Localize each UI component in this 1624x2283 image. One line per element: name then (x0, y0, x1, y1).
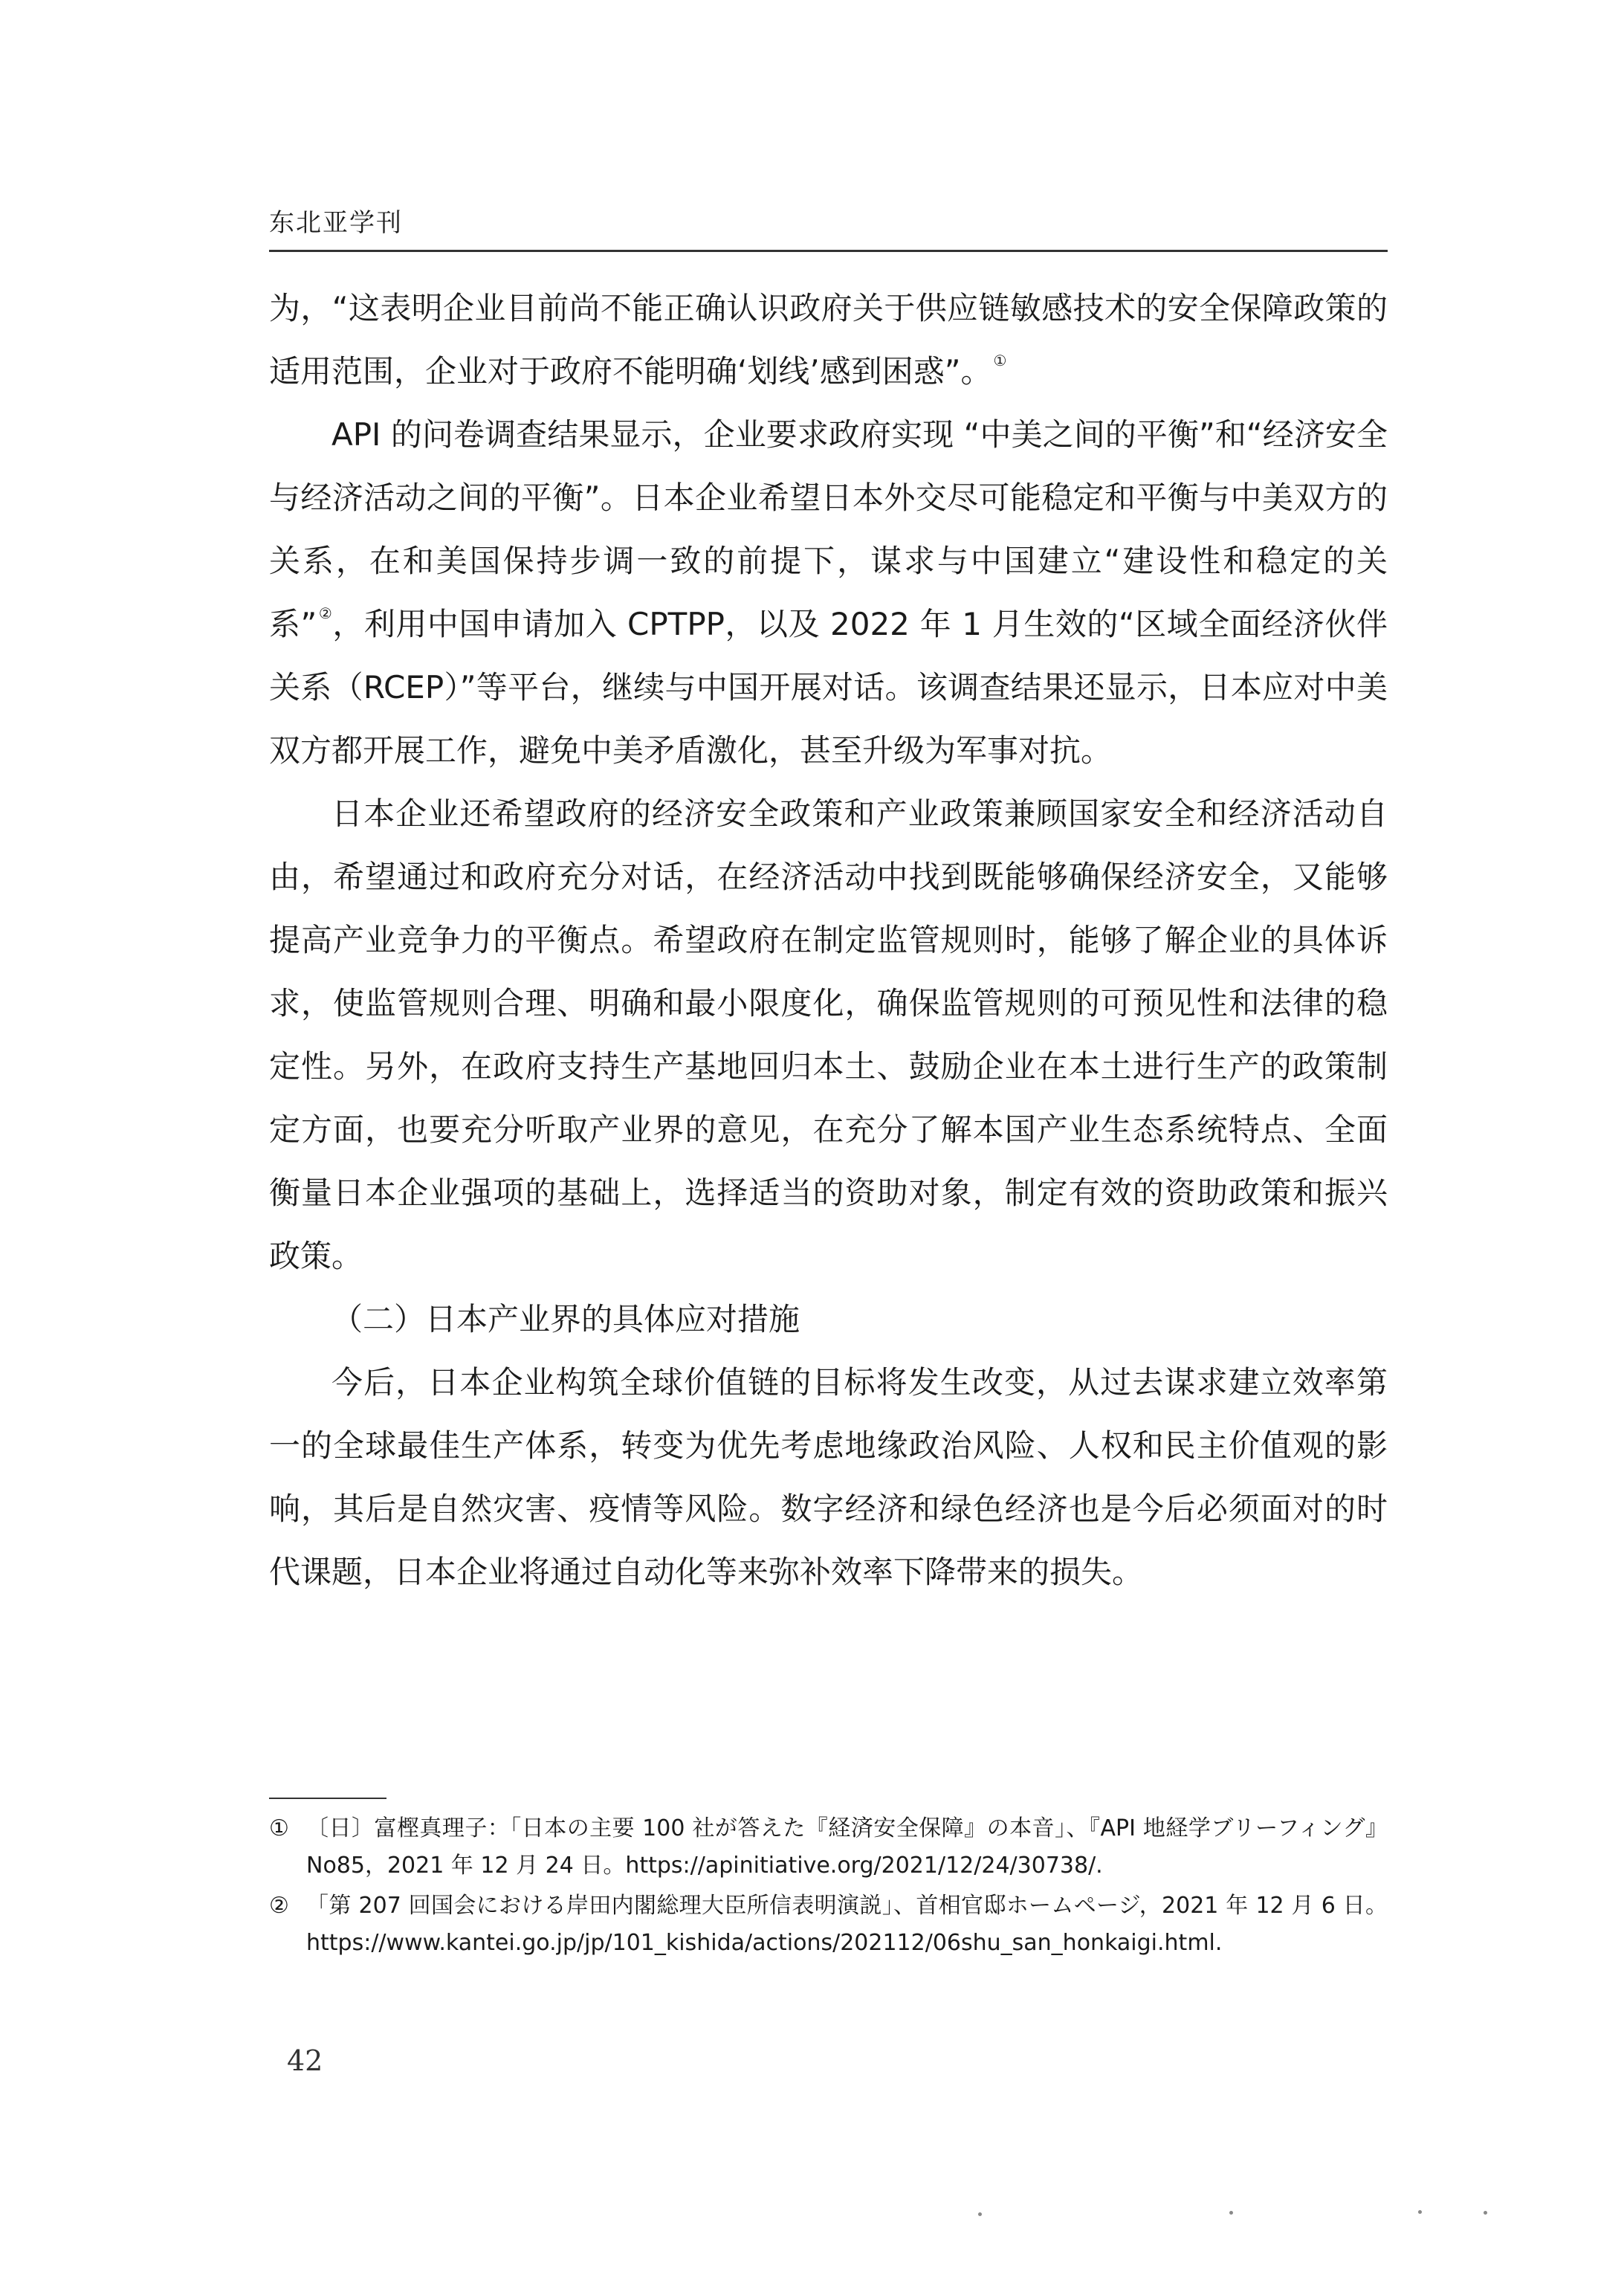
scan-speck (1229, 2211, 1233, 2215)
paragraph-4: 今后，日本企业构筑全球价值链的目标将发生改变，从过去谋求建立效率第一的全球最佳生产体系，转变为优先考虑地缘政治风险、人权和民主价值观的影响，其后是自然灾害、疫情等风险。数字经济和绿色经济也是今后必须面对的时代课题，日本企业将通过自动化等来弥补效率下降带来的损失。 (269, 1364, 1388, 1590)
footnote-ref-2[interactable]: ② (318, 604, 333, 622)
footnote-2-mark: ② (269, 1893, 289, 1919)
paragraph-1-text: 为，“这表明企业目前尚不能正确认识政府关于供应链敏感技术的安全保障政策的适用范围，企业对于政府不能明确‘划线’感到困惑”。 (269, 290, 1388, 390)
paragraph-3: 日本企业还希望政府的经济安全政策和产业政策兼顾国家安全和经济活动自由，希望通过和政府充分对话，在经济活动中找到既能够确保经济安全，又能够提高产业竞争力的平衡点。希望政府在制定监管规则时，能够了解企业的具体诉求，使监管规则合理、明确和最小限度化，确保监管规则的可预见性和法律的稳定性。另外，在政府支持生产基地回归本土、鼓励企业在本土进行生产的政策制定方面，也要充分听取产业界的意见，在充分了解本国产业生态系统特点、全面衡量日本企业强项的基础上，选择适当的资助对象，制定有效的资助政策和振兴政策。 (269, 795, 1388, 1274)
footnote-2-text: 「第 207 回国会における岸田内閣総理大臣所信表明演説」、首相官邸ホームページ，2021 年 12 月 6 日。https://www.kantei.go.jp/jp/101_kishida/actions/202112/06shu_san_honkaigi.html. (306, 1893, 1388, 1956)
footnote-2 (269, 1888, 1388, 1962)
header-rule (269, 250, 1388, 252)
footnote-rule (269, 1798, 386, 1799)
footnote-1-text: 〔日〕富樫真理子：「日本の主要 100 社が答えた『経済安全保障』の本音」、『API 地経学ブリーフィング』No85，2021 年 12 月 24 日。https://apinitiative.org/2021/12/24/30738/. (306, 1815, 1388, 1879)
footnotes (269, 1810, 1388, 1965)
scan-speck (978, 2212, 982, 2216)
page-number: 42 (287, 2044, 323, 2077)
body-text (269, 277, 1388, 1604)
paragraph-2-text: API 的问卷调查结果显示，企业要求政府实现 “中美之间的平衡”和“经济安全与经济活动之间的平衡”。日本企业希望日本外交尽可能稳定和平衡与中美双方的关系，在和美国保持步调一致的前提下，谋求与中国建立“建设性和稳定的关系” (269, 416, 1388, 642)
footnote-ref-1[interactable]: ① (993, 352, 1007, 369)
paragraph-2 (269, 403, 1388, 782)
section-heading: （二）日本产业界的具体应对措施 (331, 1301, 800, 1337)
footnote-1-mark: ① (269, 1815, 289, 1841)
paragraph-1 (269, 277, 1388, 403)
paragraph-2-text-after: ，利用中国申请加入 CPTPP，以及 2022 年 1 月生效的“区域全面经济伙伴关系（RCEP）”等平台，继续与中国开展对话。该调查结果还显示，日本应对中美双方都开展工作，避免中美矛盾激化，甚至升级为军事对抗。 (269, 606, 1388, 769)
footnote-1 (269, 1810, 1388, 1885)
scan-speck (1484, 2211, 1487, 2215)
scan-speck (1418, 2210, 1422, 2214)
running-header: 东北亚学刊 (269, 208, 403, 238)
